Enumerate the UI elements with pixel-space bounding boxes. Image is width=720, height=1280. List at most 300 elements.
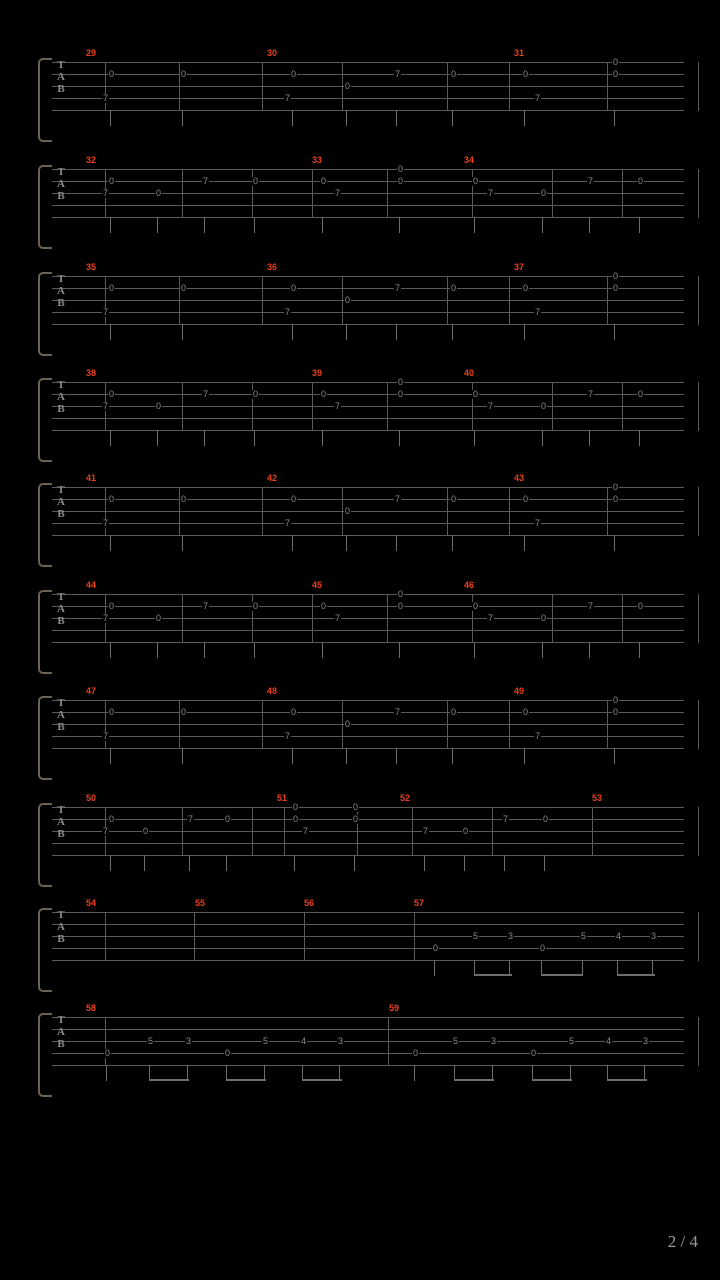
note-stem	[474, 430, 475, 446]
note-stem	[474, 642, 475, 658]
measure-number: 39	[312, 368, 323, 378]
staff-line	[52, 86, 684, 87]
fret-number: 0	[523, 707, 529, 717]
barline	[698, 487, 699, 536]
staff-lines	[52, 487, 684, 535]
measure-number: 54	[86, 898, 97, 908]
note-stem	[182, 324, 183, 340]
barline	[509, 62, 510, 111]
staff-line	[52, 487, 684, 488]
fret-number: 0	[613, 707, 619, 717]
barline	[284, 807, 285, 856]
fret-number: 0	[638, 176, 644, 186]
note-stem	[544, 855, 545, 871]
note-stem	[424, 855, 425, 871]
fret-number: 0	[181, 69, 187, 79]
fret-number: 5	[263, 1036, 269, 1046]
measure-number: 35	[86, 262, 97, 272]
note-stem	[189, 855, 190, 871]
fret-number: 0	[225, 814, 231, 824]
barline	[552, 169, 553, 218]
note-stem	[346, 535, 347, 551]
barline	[182, 169, 183, 218]
system-brace	[38, 696, 52, 780]
barline	[447, 62, 448, 111]
note-stem	[182, 535, 183, 551]
fret-number: 0	[109, 283, 115, 293]
staff-line	[52, 74, 684, 75]
staff-line	[52, 110, 684, 111]
note-stem	[157, 217, 158, 233]
note-beam	[454, 1079, 494, 1081]
staff-lines	[52, 62, 684, 110]
note-beam	[474, 974, 512, 976]
barline	[698, 912, 699, 961]
fret-number: 7	[103, 731, 109, 741]
tab-clef	[54, 804, 68, 840]
staff-line	[52, 855, 684, 856]
fret-number: 0	[473, 389, 479, 399]
tab-clef-letter: B	[57, 615, 65, 627]
tab-clef-letter: B	[57, 828, 65, 840]
tab-clef	[54, 379, 68, 415]
staff-line	[52, 960, 684, 961]
barline	[592, 807, 593, 856]
system-brace	[38, 483, 52, 567]
note-stem	[396, 748, 397, 764]
fret-number: 0	[531, 1048, 537, 1058]
fret-number: 0	[321, 176, 327, 186]
fret-number: 0	[181, 494, 187, 504]
fret-number: 7	[535, 93, 541, 103]
fret-number: 0	[293, 814, 299, 824]
note-stem	[106, 1065, 107, 1081]
fret-number: 7	[103, 613, 109, 623]
tab-clef-letter: T	[57, 1014, 65, 1026]
fret-number: 0	[398, 164, 404, 174]
fret-number: 7	[303, 826, 309, 836]
barline	[252, 807, 253, 856]
measure-number: 48	[267, 686, 278, 696]
fret-number: 0	[353, 814, 359, 824]
tab-clef-letter: B	[57, 1038, 65, 1050]
fret-number: 0	[225, 1048, 231, 1058]
fret-number: 7	[103, 401, 109, 411]
note-beam	[541, 974, 583, 976]
note-stem	[504, 855, 505, 871]
staff-line	[52, 312, 684, 313]
note-stem	[396, 535, 397, 551]
note-stem	[226, 855, 227, 871]
note-stem	[110, 748, 111, 764]
staff-line	[52, 736, 684, 737]
fret-number: 7	[588, 389, 594, 399]
tab-clef-letter: B	[57, 190, 65, 202]
barline	[312, 594, 313, 643]
note-stem	[292, 324, 293, 340]
note-stem	[204, 217, 205, 233]
barline	[698, 62, 699, 111]
barline	[698, 807, 699, 856]
fret-number: 0	[613, 283, 619, 293]
note-stem	[474, 217, 475, 233]
fret-number: 0	[543, 814, 549, 824]
tab-clef-letter: A	[57, 816, 65, 828]
note-stem	[399, 217, 400, 233]
barline	[304, 912, 305, 961]
staff-line	[52, 630, 684, 631]
fret-number: 0	[613, 271, 619, 281]
fret-number: 3	[508, 931, 514, 941]
note-stem	[182, 748, 183, 764]
note-stem	[639, 217, 640, 233]
note-stem	[294, 855, 295, 871]
note-stem	[639, 430, 640, 446]
fret-number: 0	[451, 283, 457, 293]
staff-line	[52, 819, 684, 820]
note-stem	[110, 642, 111, 658]
system-brace	[38, 378, 52, 462]
staff-line	[52, 807, 684, 808]
fret-number: 0	[638, 601, 644, 611]
fret-number: 0	[109, 389, 115, 399]
fret-number: 0	[321, 389, 327, 399]
fret-number: 7	[395, 494, 401, 504]
note-stem	[452, 324, 453, 340]
fret-number: 7	[488, 188, 494, 198]
fret-number: 0	[109, 601, 115, 611]
note-stem	[157, 430, 158, 446]
staff-line	[52, 948, 684, 949]
tab-clef	[54, 273, 68, 309]
fret-number: 0	[253, 176, 259, 186]
measure-number: 37	[514, 262, 525, 272]
fret-number: 0	[345, 81, 351, 91]
barline	[105, 487, 106, 536]
measure-number: 46	[464, 580, 475, 590]
barline	[509, 276, 510, 325]
barline	[342, 487, 343, 536]
fret-number: 7	[488, 401, 494, 411]
barline	[698, 594, 699, 643]
fret-number: 0	[109, 176, 115, 186]
barline	[552, 382, 553, 431]
fret-number: 0	[613, 482, 619, 492]
fret-number: 0	[291, 69, 297, 79]
note-stem	[452, 110, 453, 126]
staff-line	[52, 618, 684, 619]
fret-number: 0	[398, 589, 404, 599]
fret-number: 0	[473, 176, 479, 186]
fret-number: 0	[473, 601, 479, 611]
fret-number: 7	[103, 93, 109, 103]
barline	[412, 807, 413, 856]
note-stem	[524, 324, 525, 340]
barline	[622, 169, 623, 218]
note-stem	[110, 535, 111, 551]
note-beam	[532, 1079, 572, 1081]
note-stem	[204, 642, 205, 658]
system-brace	[38, 272, 52, 356]
tab-clef-letter: A	[57, 285, 65, 297]
barline	[262, 276, 263, 325]
measure-number: 36	[267, 262, 278, 272]
fret-number: 0	[156, 188, 162, 198]
fret-number: 7	[188, 814, 194, 824]
measure-number: 30	[267, 48, 278, 58]
staff-line	[52, 324, 684, 325]
fret-number: 7	[103, 826, 109, 836]
tab-clef-letter: B	[57, 508, 65, 520]
note-stem	[589, 642, 590, 658]
fret-number: 0	[451, 707, 457, 717]
note-beam	[149, 1079, 189, 1081]
tab-clef-letter: T	[57, 379, 65, 391]
staff-line	[52, 535, 684, 536]
note-stem	[110, 110, 111, 126]
note-stem	[346, 324, 347, 340]
barline	[312, 382, 313, 431]
tab-clef-letter: A	[57, 496, 65, 508]
fret-number: 0	[541, 401, 547, 411]
barline	[622, 382, 623, 431]
tab-clef-letter: B	[57, 83, 65, 95]
staff-line	[52, 912, 684, 913]
staff-line	[52, 499, 684, 500]
fret-number: 0	[451, 69, 457, 79]
measure-number: 43	[514, 473, 525, 483]
staff-line	[52, 594, 684, 595]
note-stem	[639, 642, 640, 658]
measure-number: 58	[86, 1003, 97, 1013]
fret-number: 7	[285, 307, 291, 317]
page-number: 2 / 4	[667, 1232, 698, 1251]
tab-clef-letter: T	[57, 273, 65, 285]
tab-clef-letter: A	[57, 1026, 65, 1038]
fret-number: 0	[109, 707, 115, 717]
measure-number: 44	[86, 580, 97, 590]
note-stem	[292, 535, 293, 551]
fret-number: 7	[285, 731, 291, 741]
staff-line	[52, 300, 684, 301]
note-stem	[144, 855, 145, 871]
fret-number: 0	[156, 613, 162, 623]
tab-clef-letter: T	[57, 804, 65, 816]
barline	[342, 62, 343, 111]
fret-number: 0	[291, 707, 297, 717]
fret-number: 3	[338, 1036, 344, 1046]
barline	[182, 594, 183, 643]
tab-clef-letter: A	[57, 921, 65, 933]
fret-number: 5	[569, 1036, 575, 1046]
barline	[105, 912, 106, 961]
fret-number: 0	[345, 295, 351, 305]
barline	[105, 276, 106, 325]
fret-number: 0	[345, 506, 351, 516]
measure-number: 49	[514, 686, 525, 696]
note-stem	[110, 855, 111, 871]
fret-number: 0	[398, 601, 404, 611]
note-stem	[182, 110, 183, 126]
fret-number: 7	[588, 601, 594, 611]
barline	[262, 700, 263, 749]
measure-number: 47	[86, 686, 97, 696]
note-stem	[524, 748, 525, 764]
note-beam	[607, 1079, 647, 1081]
fret-number: 7	[535, 731, 541, 741]
note-stem	[110, 217, 111, 233]
staff-lines	[52, 276, 684, 324]
note-stem	[399, 430, 400, 446]
measure-number: 51	[277, 793, 288, 803]
staff-line	[52, 1017, 684, 1018]
tab-clef-letter: A	[57, 709, 65, 721]
system-brace	[38, 590, 52, 674]
tab-clef	[54, 166, 68, 202]
barline	[447, 487, 448, 536]
barline	[182, 382, 183, 431]
staff-line	[52, 843, 684, 844]
fret-number: 0	[523, 494, 529, 504]
fret-number: 0	[291, 494, 297, 504]
note-stem	[464, 855, 465, 871]
fret-number: 5	[473, 931, 479, 941]
fret-number: 0	[638, 389, 644, 399]
measure-number: 31	[514, 48, 525, 58]
fret-number: 0	[463, 826, 469, 836]
fret-number: 7	[395, 69, 401, 79]
note-stem	[614, 324, 615, 340]
tab-clef-letter: B	[57, 933, 65, 945]
measure-number: 40	[464, 368, 475, 378]
measure-number: 59	[389, 1003, 400, 1013]
barline	[447, 700, 448, 749]
staff-line	[52, 724, 684, 725]
measure-number: 33	[312, 155, 323, 165]
fret-number: 0	[523, 69, 529, 79]
note-stem	[524, 110, 525, 126]
measure-number: 29	[86, 48, 97, 58]
barline	[509, 487, 510, 536]
measure-number: 52	[400, 793, 411, 803]
barline	[262, 62, 263, 111]
fret-number: 7	[488, 613, 494, 623]
barline	[698, 382, 699, 431]
barline	[698, 276, 699, 325]
fret-number: 0	[353, 802, 359, 812]
fret-number: 7	[103, 188, 109, 198]
measure-number: 38	[86, 368, 97, 378]
fret-number: 0	[345, 719, 351, 729]
tab-clef-letter: T	[57, 591, 65, 603]
measure-number: 41	[86, 473, 97, 483]
tab-clef-letter: B	[57, 403, 65, 415]
note-stem	[589, 217, 590, 233]
system-brace	[38, 1013, 52, 1097]
barline	[105, 1017, 106, 1066]
staff-line	[52, 169, 684, 170]
barline	[698, 700, 699, 749]
system-brace	[38, 803, 52, 887]
fret-number: 0	[181, 707, 187, 717]
fret-number: 7	[423, 826, 429, 836]
measure-number: 34	[464, 155, 475, 165]
note-beam	[617, 974, 655, 976]
tab-clef-letter: T	[57, 697, 65, 709]
note-stem	[452, 748, 453, 764]
barline	[698, 1017, 699, 1066]
fret-number: 7	[335, 401, 341, 411]
staff-line	[52, 523, 684, 524]
note-stem	[542, 642, 543, 658]
fret-number: 0	[253, 601, 259, 611]
tab-clef-letter: T	[57, 166, 65, 178]
staff-line	[52, 936, 684, 937]
barline	[182, 807, 183, 856]
tab-clef-letter: B	[57, 297, 65, 309]
fret-number: 0	[109, 494, 115, 504]
system-brace	[38, 58, 52, 142]
fret-number: 4	[616, 931, 622, 941]
note-beam	[226, 1079, 266, 1081]
barline	[387, 594, 388, 643]
barline	[194, 912, 195, 961]
measure-number: 32	[86, 155, 97, 165]
fret-number: 7	[535, 518, 541, 528]
measure-number: 53	[592, 793, 603, 803]
fret-number: 7	[203, 389, 209, 399]
fret-number: 0	[109, 814, 115, 824]
tab-clef-letter: T	[57, 909, 65, 921]
note-stem	[110, 430, 111, 446]
tab-clef-letter: A	[57, 178, 65, 190]
barline	[388, 1017, 389, 1066]
barline	[622, 594, 623, 643]
fret-number: 3	[651, 931, 657, 941]
barline	[492, 807, 493, 856]
fret-number: 7	[103, 307, 109, 317]
fret-number: 3	[491, 1036, 497, 1046]
note-stem	[396, 110, 397, 126]
staff-line	[52, 748, 684, 749]
staff-line	[52, 276, 684, 277]
staff-line	[52, 382, 684, 383]
fret-number: 7	[588, 176, 594, 186]
note-stem	[614, 535, 615, 551]
barline	[312, 169, 313, 218]
staff-line	[52, 205, 684, 206]
fret-number: 0	[181, 283, 187, 293]
barline	[607, 487, 608, 536]
staff-line	[52, 1053, 684, 1054]
fret-number: 7	[103, 518, 109, 528]
tab-clef	[54, 1014, 68, 1050]
staff-line	[52, 406, 684, 407]
note-stem	[524, 535, 525, 551]
fret-number: 3	[186, 1036, 192, 1046]
tab-clef-letter: A	[57, 71, 65, 83]
barline	[262, 487, 263, 536]
fret-number: 0	[540, 943, 546, 953]
note-stem	[434, 960, 435, 976]
fret-number: 0	[109, 69, 115, 79]
fret-number: 0	[291, 283, 297, 293]
fret-number: 0	[398, 389, 404, 399]
fret-number: 0	[156, 401, 162, 411]
fret-number: 4	[606, 1036, 612, 1046]
fret-number: 0	[143, 826, 149, 836]
staff-line	[52, 700, 684, 701]
